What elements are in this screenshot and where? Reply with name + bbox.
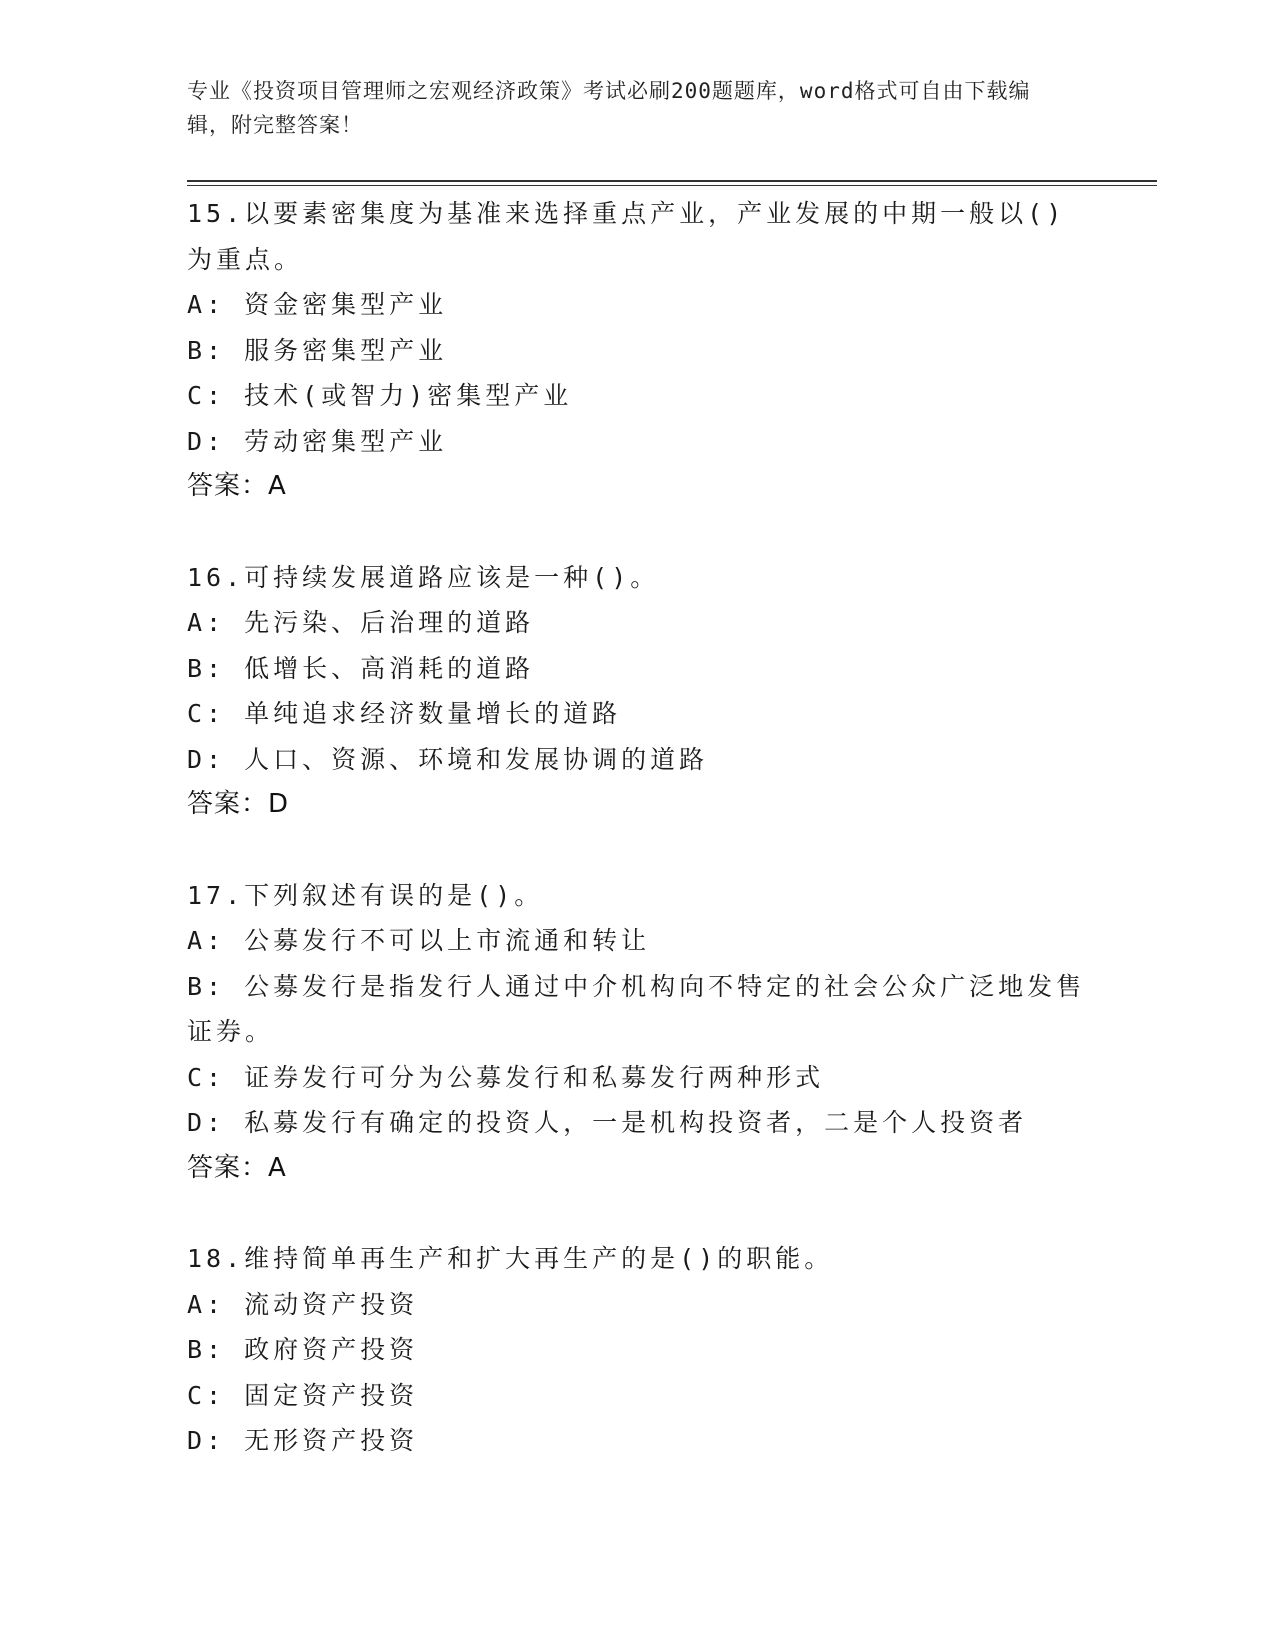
question-stem: 16.可持续发展道路应该是一种()。 (187, 562, 660, 592)
option-c: C: 单纯追求经济数量增长的道路 (187, 699, 622, 728)
question-15 (187, 191, 1087, 510)
header-divider-thick (187, 180, 1157, 182)
option-b: B: 服务密集型产业 (187, 335, 448, 365)
option-a: A: 资金密集型产业 (187, 290, 448, 319)
option-a: A: 流动资产投资 (187, 1289, 419, 1319)
answer-label: 答案： (187, 789, 269, 819)
document-header: 专业《投资项目管理师之宏观经济政策》考试必刷200题题库，word格式可自由下载编辑，附完整答案！ (187, 79, 1031, 137)
question-16 (187, 555, 1087, 828)
option-b: B: 低增长、高消耗的道路 (187, 653, 535, 683)
option-a: A: 先污染、后治理的道路 (187, 608, 535, 637)
option-c: C: 固定资产投资 (187, 1380, 419, 1410)
option-d: D: 私募发行有确定的投资人，一是机构投资者，二是个人投资者 (187, 1108, 1028, 1137)
question-18 (187, 1236, 1087, 1464)
option-c: C: 证券发行可分为公募发行和私募发行两种形式 (187, 1062, 825, 1092)
answer-label: 答案： (187, 471, 269, 501)
answer-label: 答案： (187, 1152, 269, 1183)
question-17 (187, 873, 1087, 1192)
option-b: B: 公募发行是指发行人通过中介机构向不特定的社会公众广泛地发售证券。 (187, 971, 1086, 1046)
question-stem: 18.维持简单再生产和扩大再生产的是()的职能。 (187, 1244, 834, 1273)
question-stem: 17.下列叙述有误的是()。 (187, 880, 544, 910)
option-a: A: 公募发行不可以上市流通和转让 (187, 926, 651, 955)
answer-line (187, 1146, 1087, 1192)
answer-line (187, 464, 1087, 510)
option-c: C: 技术(或智力)密集型产业 (187, 381, 573, 410)
answer-value: D (268, 789, 289, 819)
question-stem: 15.以要素密集度为基准来选择重点产业，产业发展的中期一般以()为重点。 (187, 199, 1066, 274)
option-b: B: 政府资产投资 (187, 1335, 419, 1364)
answer-value: A (268, 1152, 286, 1183)
option-d: D: 人口、资源、环境和发展协调的道路 (187, 744, 709, 774)
answer-value: A (268, 471, 286, 501)
answer-line (187, 782, 1087, 828)
option-d: D: 无形资产投资 (187, 1426, 419, 1455)
question-list (187, 191, 1087, 1509)
option-d: D: 劳动密集型产业 (187, 426, 448, 456)
header-divider-thin (187, 185, 1157, 186)
